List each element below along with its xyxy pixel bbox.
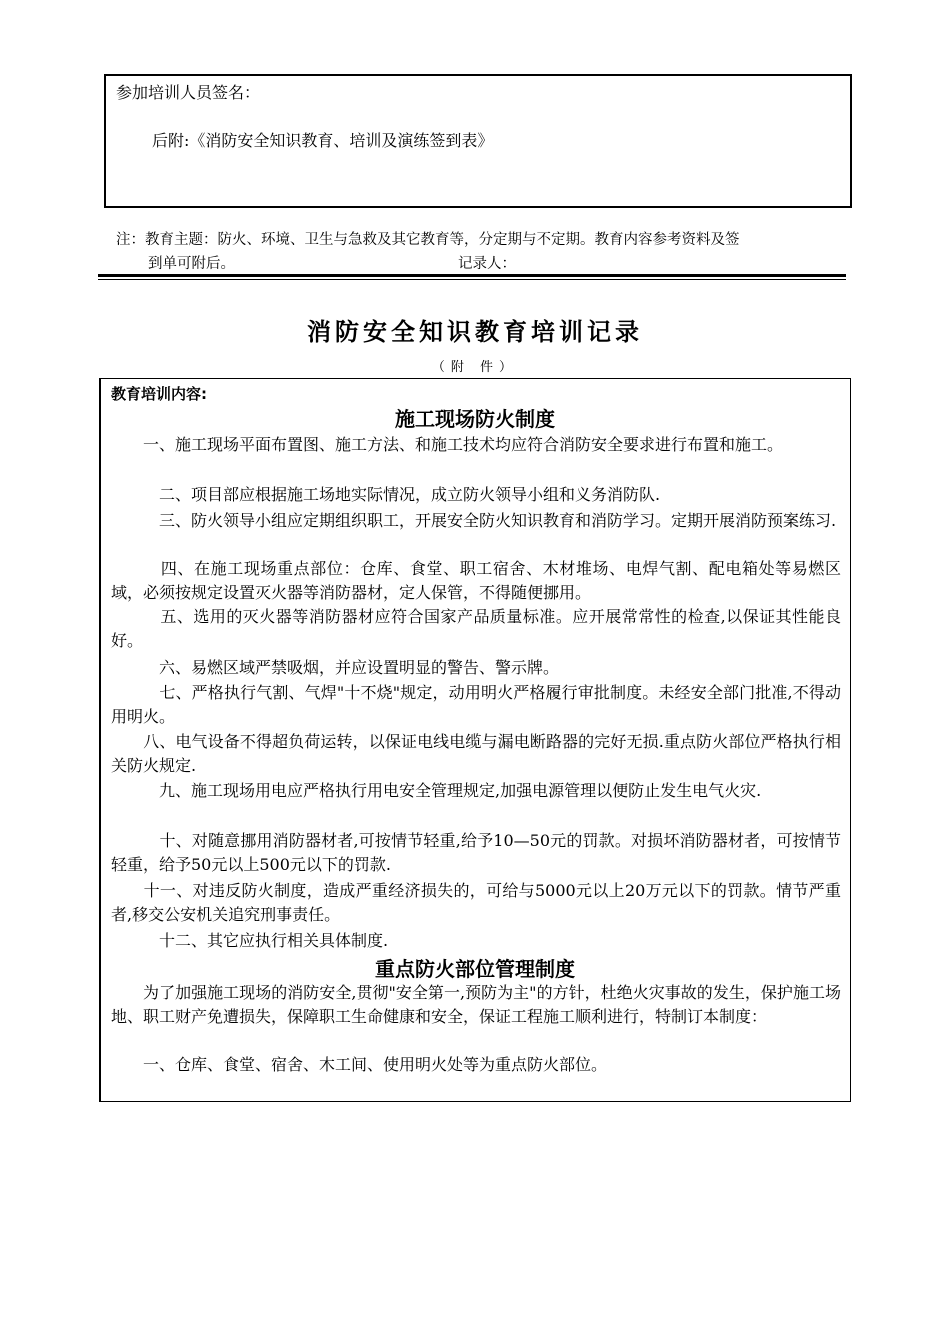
signin-label: 参加培训人员签名： — [116, 83, 261, 102]
signin-box — [104, 74, 852, 208]
section1-item: 四、在施工现场重点部位：仓库、食堂、职工宿舍、木材堆场、电焊气割、配电箱处等易燃区域，必须按规定设置灭火器等消防器材，定人保管，不得随便挪用。 — [111, 559, 841, 602]
section1-item: 七、严格执行气割、气焊"十不烧"规定，动用明火严格履行审批制度。未经安全部门批准,不得动用明火。 — [111, 683, 841, 726]
footnote-line2: 到单可附后。 — [148, 256, 235, 272]
page-title: 消防安全知识教育培训记录 — [307, 318, 643, 346]
section1-title: 施工现场防火制度 — [395, 407, 555, 431]
section1-item: 一、施工现场平面布置图、施工方法、和施工技术均应符合消防安全要求进行布置和施工。 — [111, 435, 784, 454]
section1-item: 五、选用的灭火器等消防器材应符合国家产品质量标准。应开展常常性的检查,以保证其性能良好。 — [111, 607, 841, 650]
recorder-label: 记录人： — [458, 256, 516, 272]
section1-item: 十、对随意挪用消防器材者,可按情节轻重,给予10—50元的罚款。对损坏消防器材者，可按情节轻重，给予50元以上500元以下的罚款. — [111, 831, 841, 874]
footnote-line2-row — [116, 252, 846, 276]
page-subtitle: （附 件） — [431, 360, 519, 375]
content-heading-label: 教育培训内容: — [111, 385, 207, 403]
section1-item: 六、易燃区域严禁吸烟，并应设置明显的警告、警示牌。 — [111, 658, 560, 677]
divider-thick — [98, 274, 846, 277]
section1-item: 十二、其它应执行相关具体制度. — [111, 931, 389, 950]
divider-thin — [98, 279, 846, 280]
section2-item: 为了加强施工现场的消防安全,贯彻"安全第一,预防为主"的方针，杜绝火灾事故的发生，保护施工场地、职工财产免遭损失，保障职工生命健康和安全，保证工程施工顺利进行，特制订本制度： — [111, 983, 841, 1026]
section1-item: 九、施工现场用电应严格执行用电安全管理规定,加强电源管理以便防止发生电气火灾. — [111, 781, 762, 800]
section1-item: 八、电气设备不得超负荷运转，以保证电线电缆与漏电断路器的完好无损.重点防火部位严格执行相关防火规定. — [111, 732, 841, 775]
footnote — [116, 228, 846, 276]
content-box — [99, 378, 851, 1102]
section2-item: 一、仓库、食堂、宿舍、木工间、使用明火处等为重点防火部位。 — [111, 1055, 608, 1074]
section1-item: 三、防火领导小组应定期组织职工，开展安全防火知识教育和消防学习。定期开展消防预案练习. — [111, 511, 837, 530]
section2-title: 重点防火部位管理制度 — [375, 957, 575, 981]
section1-item: 十一、对违反防火制度，造成严重经济损失的，可给与5000元以上20万元以下的罚款。情节严重者,移交公安机关追究刑事责任。 — [111, 881, 841, 924]
appendix-note: 后附:《消防安全知识教育、培训及演练签到表》 — [152, 131, 494, 150]
section1-item: 二、项目部应根据施工场地实际情况，成立防火领导小组和义务消防队. — [111, 485, 661, 504]
footnote-line1: 注：教育主题：防火、环境、卫生与急救及其它教育等，分定期与不定期。教育内容参考资料及签 — [116, 232, 740, 248]
